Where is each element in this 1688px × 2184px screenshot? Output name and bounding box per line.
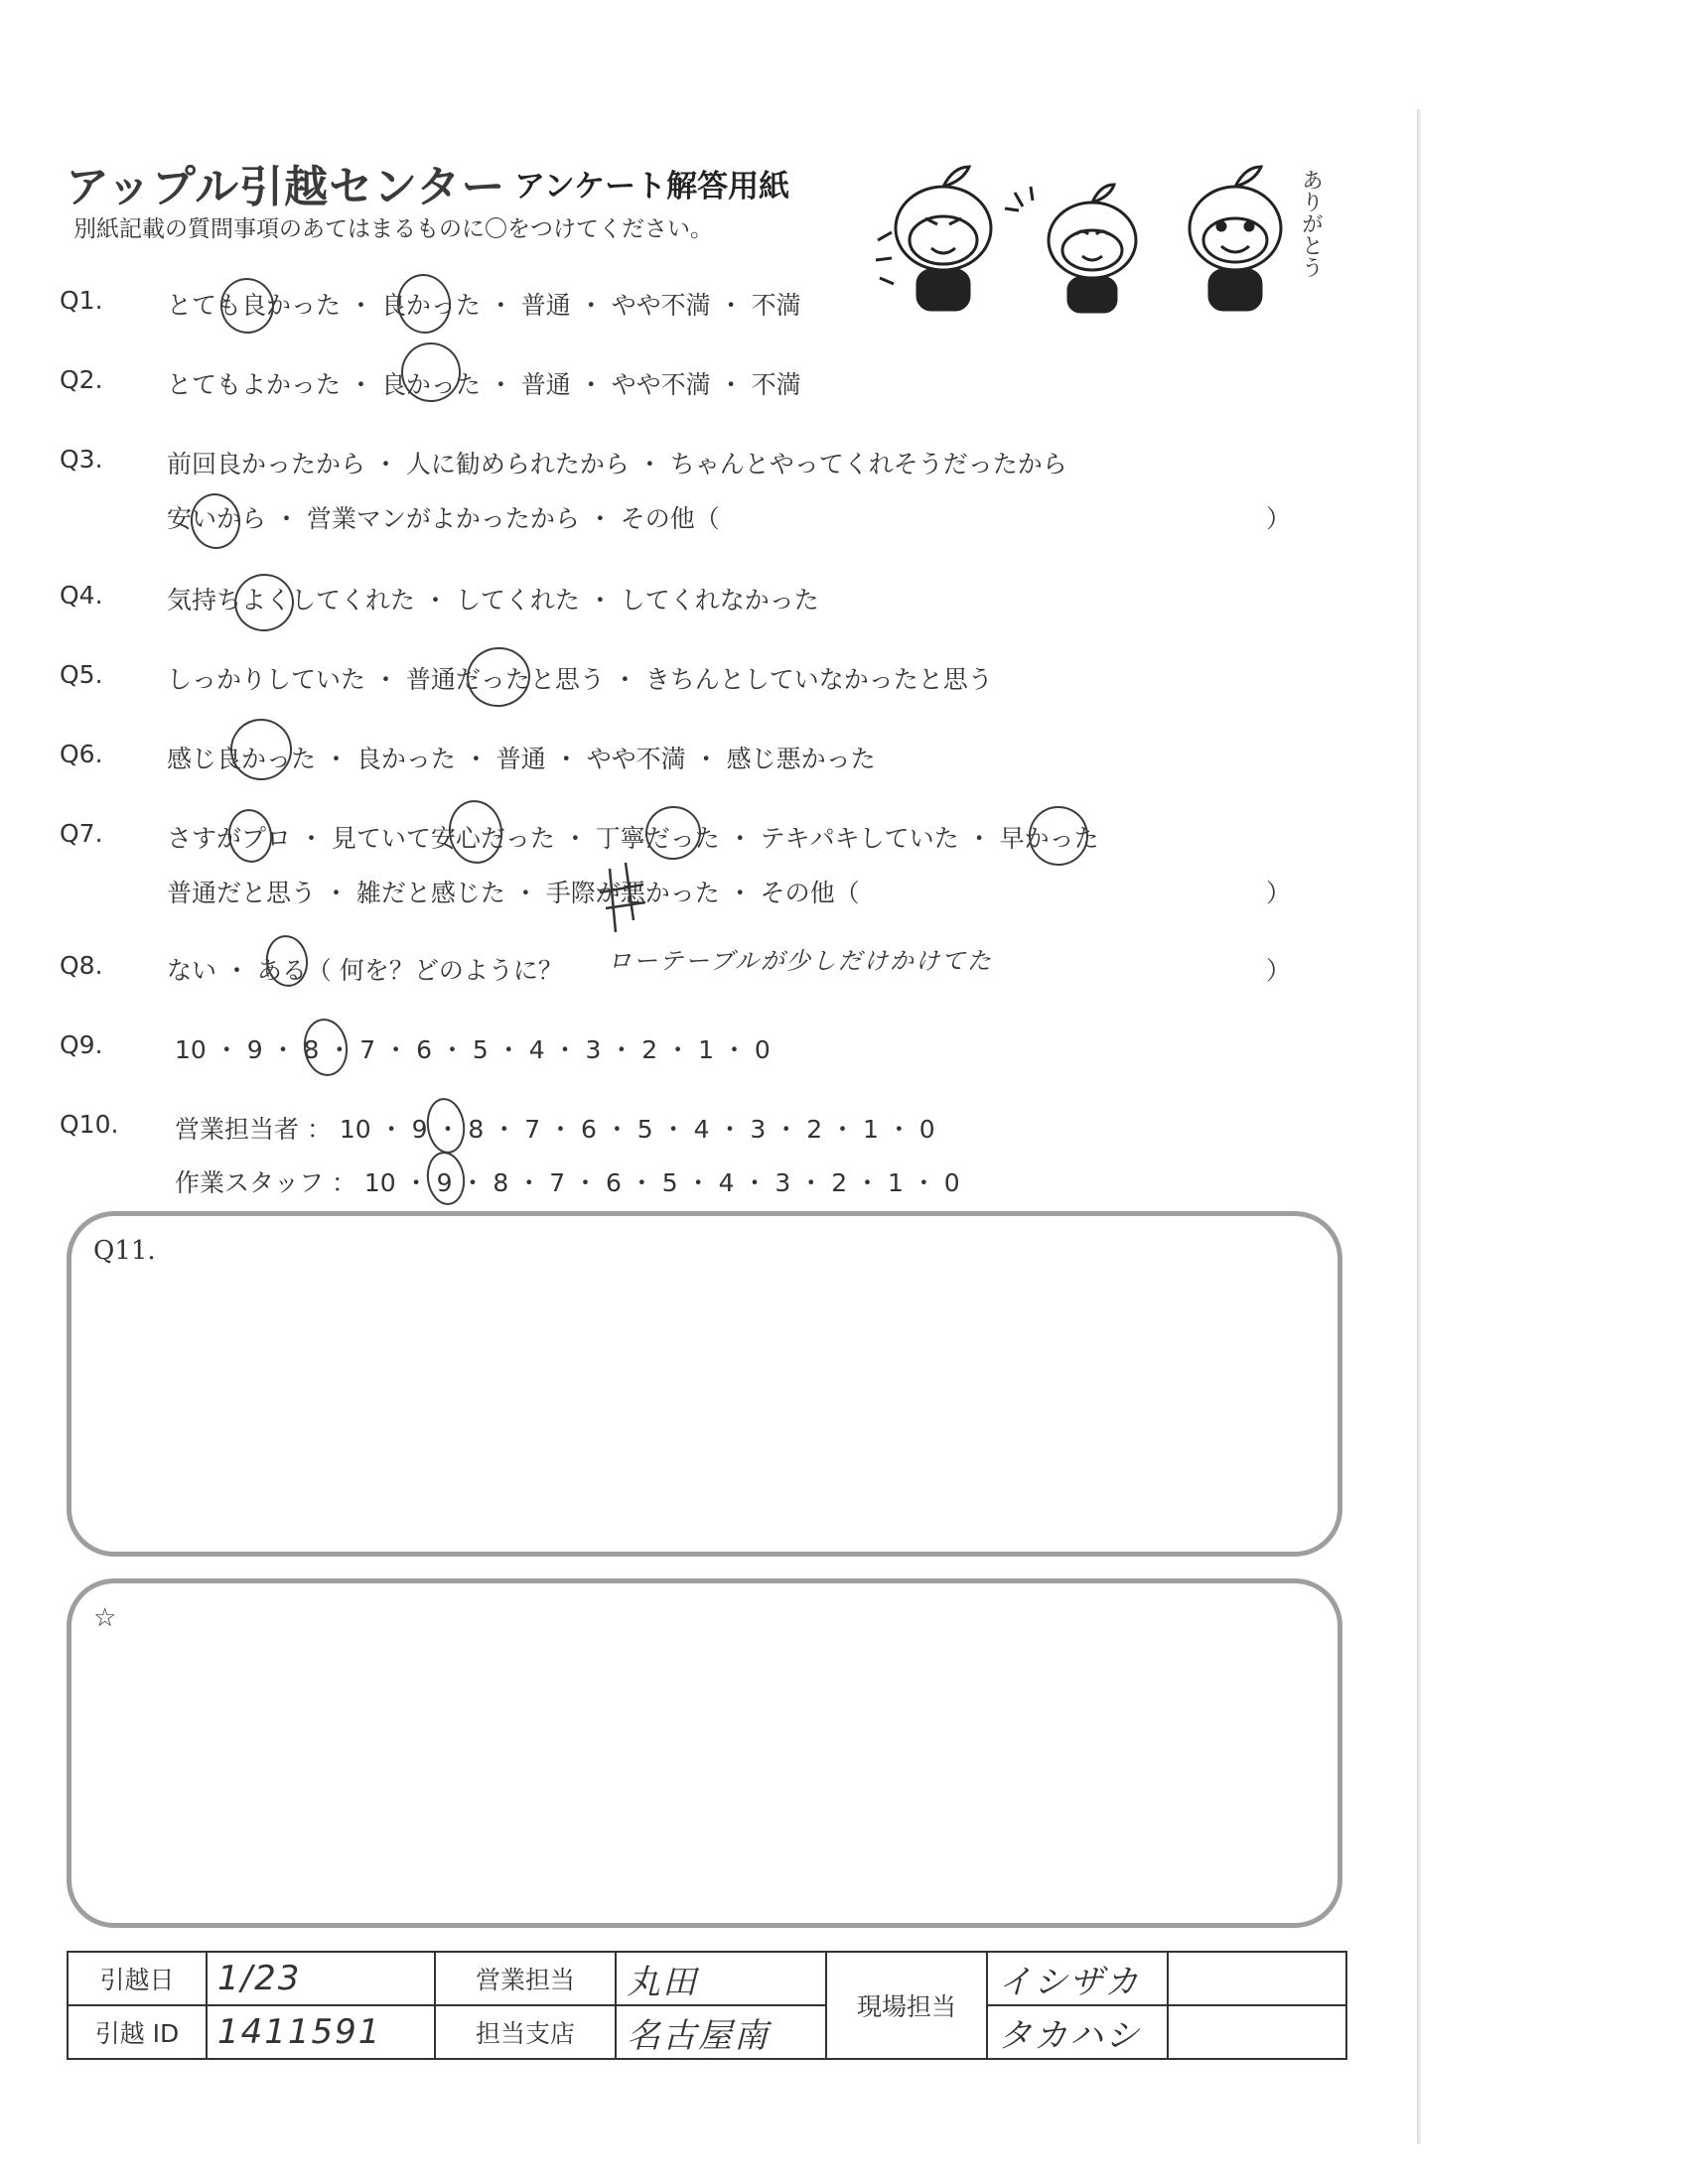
q5-options: しっかりしていた ・ 普通だったと思う ・ きちんとしていなかったと思う	[167, 665, 993, 694]
q1-selection-circle	[216, 275, 277, 338]
q9-scale: 10 ・ 9 ・ 8 ・ 7 ・ 6 ・ 5 ・ 4 ・ 3 ・ 2 ・ 1 ・ 0	[175, 1035, 771, 1064]
q2-label: Q2.	[60, 365, 103, 394]
q8-label: Q8.	[60, 951, 103, 980]
branch-label: 担当支店	[435, 2005, 616, 2059]
move-date-label: 引越日	[68, 1952, 207, 2005]
form-title: アンケート解答用紙	[514, 169, 790, 205]
q7-selection-circle-2	[445, 797, 506, 868]
q7-selection-circle-4	[1025, 802, 1092, 870]
empty-cell	[1168, 2005, 1346, 2059]
q5-selection-circle	[463, 643, 534, 711]
q11-comment-box[interactable]	[67, 1211, 1342, 1557]
field-rep-value-2: タカハシ	[987, 2005, 1168, 2059]
q5-label: Q5.	[60, 660, 103, 689]
move-id-label: 引越 ID	[68, 2005, 207, 2059]
q1-options: とても良かった ・ 良かった ・ 普通 ・ やや不満 ・ 不満	[167, 291, 801, 320]
field-rep-value-1: イシザカ	[987, 1952, 1168, 2005]
instruction-text: 別紙記載の質問事項のあてはまるものに〇をつけてください。	[73, 216, 713, 242]
table-row	[68, 1952, 1346, 2005]
q2-options: とてもよかった ・ 良かった ・ 普通 ・ やや不満 ・ 不満	[167, 370, 801, 399]
q7-label: Q7.	[60, 819, 103, 848]
mascot-1-icon	[876, 167, 991, 310]
q6-options: 感じ良かった ・ 良かった ・ 普通 ・ やや不満 ・ 感じ悪かった	[167, 745, 876, 773]
q1-selection-circle-2	[393, 271, 455, 338]
q8-handwritten-answer: ローテーブルが少しだけかけてた	[608, 947, 993, 975]
star-comment-box[interactable]	[67, 1578, 1342, 1928]
branch-value: 名古屋南	[616, 2005, 826, 2059]
q4-options: 気持ちよくしてくれた ・ してくれた ・ してくれなかった	[167, 586, 819, 614]
q3-options-line2: 安いから ・ 営業マンがよかったから ・ その他（	[167, 504, 720, 533]
move-date-value: 1/23	[207, 1952, 435, 2005]
q3-options-line1: 前回良かったから ・ 人に勧められたから ・ ちゃんとやってくれそうだったから	[167, 450, 1067, 478]
q1-label: Q1.	[60, 286, 103, 315]
move-info-table	[67, 1951, 1347, 2060]
q7-close-paren: ）	[1266, 879, 1292, 907]
field-rep-label: 現場担当	[826, 1952, 987, 2059]
handwritten-scribble-mark	[596, 859, 655, 938]
brand-name: アップル引越センター	[66, 162, 506, 212]
q7-selection-circle-1	[224, 806, 275, 866]
q3-close-paren: ）	[1266, 504, 1292, 533]
q11-box-label: Q11.	[93, 1236, 156, 1266]
move-id-value: 1411591	[207, 2005, 435, 2059]
mascot-3-icon	[1190, 167, 1281, 310]
star-icon: ☆	[93, 1603, 117, 1633]
page-edge-shadow	[1417, 109, 1421, 2144]
q7-options-line1: さすがプロ ・ 見ていて安心だった ・ 丁寧だった ・ テキパキしていた ・ 早かった	[167, 824, 1099, 853]
q10-staff-scale: 作業スタッフ ： 10 ・ 9 ・ 8 ・ 7 ・ 6 ・ 5 ・ 4 ・ 3 ・ 2 ・ 1 ・ 0	[175, 1168, 960, 1197]
q3-label: Q3.	[60, 445, 103, 474]
sales-rep-label: 営業担当	[435, 1952, 616, 2005]
q4-selection-circle	[230, 570, 297, 635]
q4-label: Q4.	[60, 581, 103, 610]
mascot-caption: ありがとう	[1298, 169, 1324, 278]
q10-sales-selection-circle	[423, 1096, 468, 1157]
q10-label: Q10.	[60, 1110, 119, 1139]
q10-sales-scale: 営業担当者 ： 10 ・ 9 ・ 8 ・ 7 ・ 6 ・ 5 ・ 4 ・ 3 ・ 2 ・ 1 ・ 0	[175, 1115, 935, 1144]
q9-label: Q9.	[60, 1030, 103, 1059]
q8-close-paren: ）	[1266, 956, 1292, 985]
sales-rep-value: 丸田	[616, 1952, 826, 2005]
q9-selection-circle	[300, 1016, 352, 1079]
mascot-illustration	[866, 149, 1333, 323]
empty-cell	[1168, 1952, 1346, 2005]
q7-options-line2: 普通だと思う ・ 雑だと感じた ・ 手際が悪かった ・ その他（	[167, 879, 860, 907]
table-row	[68, 2005, 1346, 2059]
mascot-2-icon	[1005, 185, 1136, 312]
q8-options: ない ・ ある（ 何を？どのように？	[167, 956, 563, 985]
q6-label: Q6.	[60, 740, 103, 768]
